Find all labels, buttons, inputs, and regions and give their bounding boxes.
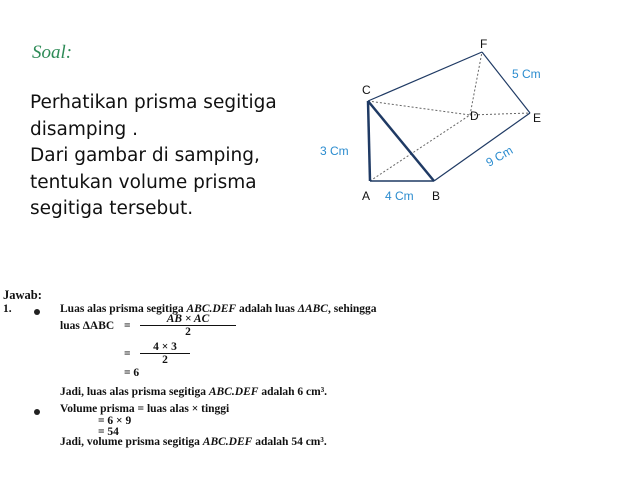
vertex-label-f: F: [480, 37, 488, 51]
question-line: Perhatikan prisma segitiga: [30, 92, 277, 113]
text-span: Jadi, volume prisma segitiga: [60, 436, 203, 448]
bullet-icon: [34, 309, 40, 315]
edge-cd: [368, 101, 470, 115]
fraction-numerator: 4 × 3: [140, 341, 190, 354]
text-span: adalah luas: [236, 303, 298, 315]
luas-label: luas ΔABC: [60, 320, 115, 332]
prism-name: ABC.DEF: [208, 386, 259, 398]
result-six: = 6: [124, 367, 140, 379]
prism-name: ABC.DEF: [186, 303, 237, 315]
length-label-be: 9 Cm: [483, 143, 516, 170]
vertex-label-e: E: [533, 111, 542, 125]
edge-ad: [370, 115, 470, 181]
equals-sign: =: [124, 320, 131, 332]
fraction-numerator: AB × AC: [140, 313, 236, 326]
text-span: Jadi, luas alas prisma segitiga: [60, 386, 209, 398]
soal-heading: Soal:: [32, 42, 73, 63]
fraction-denominator: 2: [162, 354, 168, 366]
bullet-icon: [34, 409, 40, 415]
question-line: segitiga tersebut.: [30, 198, 194, 219]
text-span: Luas alas prisma segitiga: [60, 303, 187, 315]
triangle-name: ΔABC: [297, 303, 328, 315]
text-span: adalah 6 cm³.: [258, 386, 328, 398]
vertex-label-b: B: [432, 189, 441, 203]
vertex-label-c: C: [362, 83, 371, 97]
text-span: , sehingga: [327, 303, 377, 315]
volume-line: Volume prisma = luas alas × tinggi: [60, 403, 230, 415]
vertex-label-d: D: [470, 109, 479, 123]
edge-ac: [368, 101, 370, 181]
jadi-luas-line: [60, 386, 327, 398]
text-span: adalah 54 cm³.: [252, 436, 327, 448]
vertex-label-a: A: [362, 189, 371, 203]
volume-result: = 54: [98, 426, 119, 438]
edge-fe: [482, 52, 530, 113]
answer-title: Jawab:: [3, 288, 42, 302]
equals-sign: =: [124, 348, 131, 360]
question-line: disamping .: [30, 118, 138, 140]
edge-cb: [368, 101, 434, 181]
fraction-4x3: [140, 341, 190, 366]
jadi-volume-line: [60, 436, 327, 448]
question-line: Dari gambar di samping,: [30, 145, 260, 166]
length-label-ac: 3 Cm: [320, 144, 349, 158]
prism-name: ABC.DEF: [202, 436, 253, 448]
length-label-ab: 4 Cm: [385, 189, 414, 203]
fraction-denominator: 2: [185, 326, 191, 338]
answer-section: [0, 286, 638, 479]
volume-calc: = 6 × 9: [98, 415, 132, 427]
length-label-ef: 5 Cm: [512, 67, 541, 81]
edge-df: [470, 52, 482, 115]
fraction-ab-ac: [140, 313, 236, 338]
edge-cf: [368, 52, 482, 101]
answer-number: 1.: [3, 303, 12, 315]
edge-de: [470, 113, 530, 115]
question-line: tentukan volume prisma: [30, 171, 257, 193]
edge-be: [434, 113, 530, 181]
